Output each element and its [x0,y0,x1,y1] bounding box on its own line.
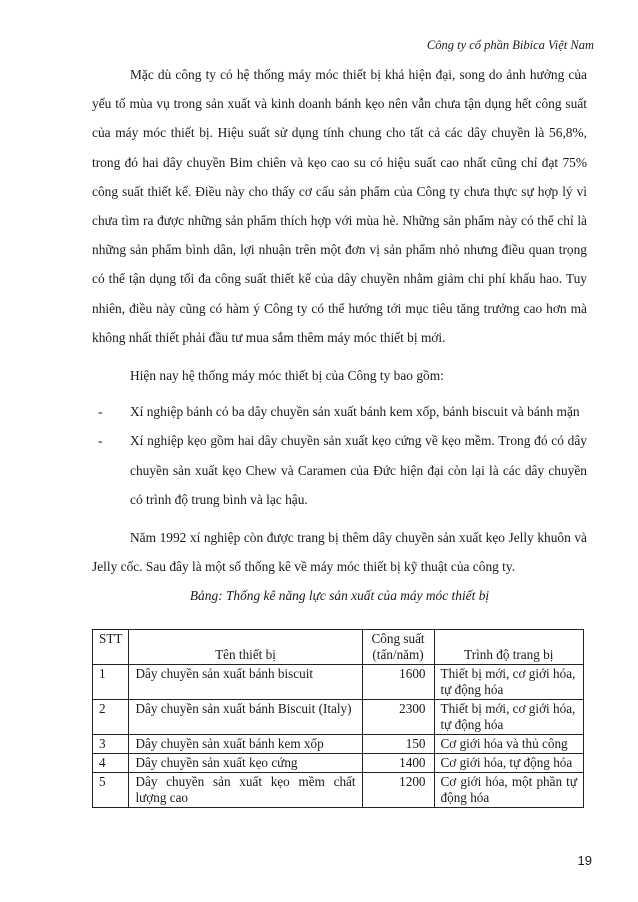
cell-name: Dây chuyền sản xuất bánh biscuit [129,665,362,700]
cell-level: Cơ giới hóa và thủ công [434,735,583,754]
equipment-table [92,629,584,808]
list-item [92,397,587,426]
cell-capacity: 2300 [362,700,434,735]
header-stt: STT [93,630,129,665]
table-row [93,665,584,700]
cell-stt: 4 [93,754,129,773]
cell-capacity: 1600 [362,665,434,700]
document-body [92,60,587,611]
table-caption: Bảng: Thống kê năng lực sản xuất của máy móc thiết bị [189,588,490,604]
table-row [93,773,584,808]
cell-capacity: 1400 [362,754,434,773]
cell-stt: 1 [93,665,129,700]
page-number: 19 [577,853,592,868]
cell-capacity: 150 [362,735,434,754]
paragraph-2: Hiện nay hệ thống máy móc thiết bị của Công ty bao gồm: [130,368,444,384]
cell-capacity: 1200 [362,773,434,808]
page-header: Công ty cổ phần Bibica Việt Nam [426,38,594,52]
list-item-text: Xí nghiệp kẹo gồm hai dây chuyền sản xuất kẹo cứng về kẹo mềm. Trong đó có dây chuyền sản xuất kẹo Chew và Caramen của Đức hiện đại còn lại là các dây chuyền có trình độ trung bình và lạc hậu. [130,433,587,507]
cell-level: Thiết bị mới, cơ giới hóa, tự động hóa [434,700,583,735]
cell-level: Thiết bị mới, cơ giới hóa, tự động hóa [434,665,583,700]
cell-level: Cơ giới hóa, tự động hóa [434,754,583,773]
cell-stt: 5 [93,773,129,808]
header-name: Tên thiết bị [129,630,362,665]
cell-stt: 3 [93,735,129,754]
table-row [93,754,584,773]
list-dash: - [98,433,103,449]
cell-name: Dây chuyền sản xuất kẹo mềm chất lượng cao [129,773,362,808]
paragraph-3: Năm 1992 xí nghiệp còn được trang bị thêm dây chuyền sản xuất kẹo Jelly khuôn và Jelly cốc. Sau đây là một số thống kê về máy móc thiết bị kỹ thuật của công ty. [92,530,587,575]
table-header-row [93,630,584,665]
table-row [93,735,584,754]
cell-stt: 2 [93,700,129,735]
list-item-text: Xí nghiệp bánh có ba dây chuyền sản xuất bánh kem xốp, bánh biscuit và bánh mặn [130,404,580,420]
list-item [92,426,587,514]
cell-name: Dây chuyền sản xuất bánh kem xốp [129,735,362,754]
cell-name: Dây chuyền sản xuất kẹo cứng [129,754,362,773]
header-level: Trình độ trang bị [434,630,583,665]
paragraph-1: Mặc dù công ty có hệ thống máy móc thiết bị khá hiện đại, song do ảnh hưởng của yếu tố mùa vụ trong sản xuất và kinh doanh bánh kẹo nên vẫn chưa tận dụng hết công suất của máy móc thiết bị. Hiệu suất sử dụng tính chung cho tất cả các dây chuyền là 56,8%, trong đó hai dây chuyền Bim chiên và kẹo cao su có hiệu suất cao nhất cũng chỉ đạt 75% công suất thiết kế. Điều này cho thấy cơ cấu sản phẩm của Công ty chưa thực sự hợp lý vì chưa tìm ra được những sản phẩm thích hợp với mùa hè. Những sản phẩm này có thể chỉ là những sản phẩm bình dân, lợi nhuận trên một đơn vị sản phẩm nhỏ nhưng điều quan trọng có thể tận dụng tối đa công suất thiết kế của dây chuyền nhằm giảm chi phí khấu hao. Tuy nhiên, điều này cũng có hàm ý Công ty có thể hướng tới mục tiêu tăng trưởng cao hơn mà không nhất thiết phải đầu tư mua sắm thêm máy móc thiết bị mới. [92,67,587,345]
cell-level: Cơ giới hóa, một phần tự động hóa [434,773,583,808]
list-dash: - [98,404,103,420]
table-row [93,700,584,735]
header-capacity: Công suất (tấn/năm) [362,630,434,665]
equipment-list [92,397,587,514]
cell-name: Dây chuyền sản xuất bánh Biscuit (Italy) [129,700,362,735]
